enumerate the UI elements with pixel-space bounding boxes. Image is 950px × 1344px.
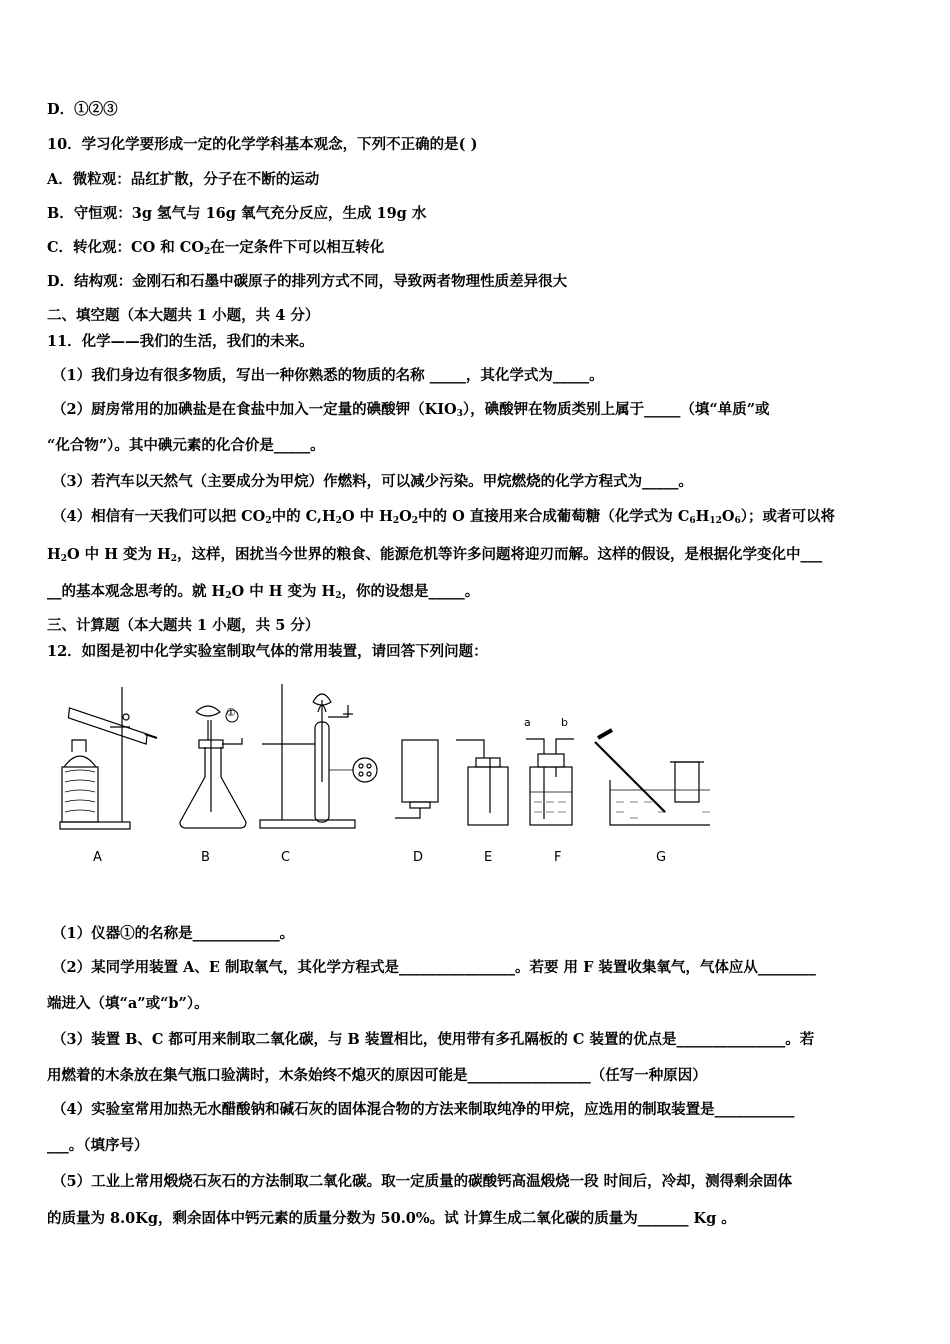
- q11-part3: （3）若汽车以天然气（主要成分为甲烷）作燃料，可以减少污染。甲烷燃烧的化学方程式为_____。: [52, 473, 693, 490]
- figure-label-d: D: [413, 850, 424, 865]
- q10-option-c: C．转化观：CO 和 $CO_2$在一定条件下可以相互转化: [47, 239, 385, 257]
- apparatus-g: [595, 730, 710, 825]
- q11-part2-line1: （2）厨房常用的加碘盐是在食盐中加入一定量的碘酸钾$(KIO_3)$，碘酸钾在物质类别上属于_____（填“单质”或: [52, 401, 770, 419]
- figure-port-a: a: [524, 716, 531, 729]
- figure-label-f: F: [554, 850, 562, 865]
- q11-part2-line2: “化合物”）。其中碘元素的化合价是_____。: [47, 437, 325, 454]
- q11-part4-line2: $H_2O$ 中 H 变为 $H_2$，这样，困扰当今世界的粮食、能源危机等许多问题将迎刃而解。这样的假设，是根据化学变化中___: [47, 546, 823, 564]
- q9-option-d: D．①②③: [47, 101, 118, 118]
- q10-option-a: A．微粒观：品红扩散，分子在不断的运动: [47, 171, 320, 188]
- figure-port-b: b: [561, 716, 568, 729]
- figure-mark-circle-1: ①: [226, 706, 236, 719]
- q12-part5-line2: 的质量为 8.0Kg，剩余固体中钙元素的质量分数为 50.0%。试 计算生成二氧化碳的质量为_______ Kg 。: [47, 1210, 736, 1227]
- q10-option-b: B．守恒观：3g 氢气与 16g 氧气充分反应，生成 19g 水: [47, 205, 427, 222]
- q12-part3-line2: 用燃着的木条放在集气瓶口验满时，木条始终不熄灭的原因可能是_________________（任写一种原因）: [47, 1067, 707, 1084]
- q11-stem: 11．化学——我们的生活，我们的未来。: [47, 333, 314, 350]
- q11-part4-line1: （4）相信有一天我们可以把 $CO_2$中的 $C,H_2O$ 中 $H_2O_2$中的 O 直接用来合成葡萄糖（化学式为 $C_6H_{12}O_6$）；或者可以将: [52, 508, 836, 526]
- apparatus-c: [260, 684, 377, 828]
- q10-stem: 10．学习化学要形成一定的化学学科基本观念，下列不正确的是( ): [47, 136, 478, 153]
- apparatus-d: [395, 740, 438, 818]
- q12-part4-line2: ___。（填序号）: [47, 1137, 149, 1154]
- q12-part2-line2: 端进入（填“a”或“b”）。: [47, 995, 209, 1012]
- figure-label-c: C: [281, 850, 291, 865]
- apparatus-figure: [50, 672, 710, 872]
- q10-option-d: D．结构观：金刚石和石墨中碳原子的排列方式不同，导致两者物理性质差异很大: [47, 273, 568, 290]
- figure-label-g: G: [656, 850, 667, 865]
- apparatus-f: [526, 739, 574, 825]
- q12-part1: （1）仪器①的名称是____________。: [52, 925, 295, 942]
- q12-part4-line1: （4）实验室常用加热无水醋酸钠和碱石灰的固体混合物的方法来制取纯净的甲烷，应选用的制取装置是___________: [52, 1101, 795, 1118]
- apparatus-drawing: [50, 672, 710, 872]
- apparatus-b: [180, 706, 246, 828]
- figure-label-b: B: [201, 850, 210, 865]
- q12-part5-line1: （5）工业上常用煅烧石灰石的方法制取二氧化碳。取一定质量的碳酸钙高温煅烧一段 时间后，冷却，测得剩余固体: [52, 1173, 793, 1190]
- q12-stem: 12．如图是初中化学实验室制取气体的常用装置，请回答下列问题：: [47, 643, 488, 660]
- q11-part1: （1）我们身边有很多物质，写出一种你熟悉的物质的名称 _____，其化学式为_____。: [52, 367, 604, 384]
- section2-heading: 二、填空题（本大题共 1 小题，共 4 分）: [47, 307, 320, 324]
- figure-label-e: E: [484, 850, 493, 865]
- apparatus-a: [60, 687, 157, 829]
- section3-heading: 三、计算题（本大题共 1 小题，共 5 分）: [47, 617, 320, 634]
- q12-part2-line1: （2）某同学用装置 A、E 制取氧气，其化学方程式是________________。若要 用 F 装置收集氧气，气体应从________: [52, 959, 816, 976]
- apparatus-e: [456, 740, 508, 825]
- q12-part3-line1: （3）装置 B、C 都可用来制取二氧化碳，与 B 装置相比，使用带有多孔隔板的 C 装置的优点是_______________。若: [52, 1031, 815, 1048]
- q11-part4-line3: __的基本观念思考的。就 $H_2O$ 中 H 变为 $H_2$，你的设想是_____。: [47, 583, 480, 601]
- figure-label-a: A: [93, 850, 102, 865]
